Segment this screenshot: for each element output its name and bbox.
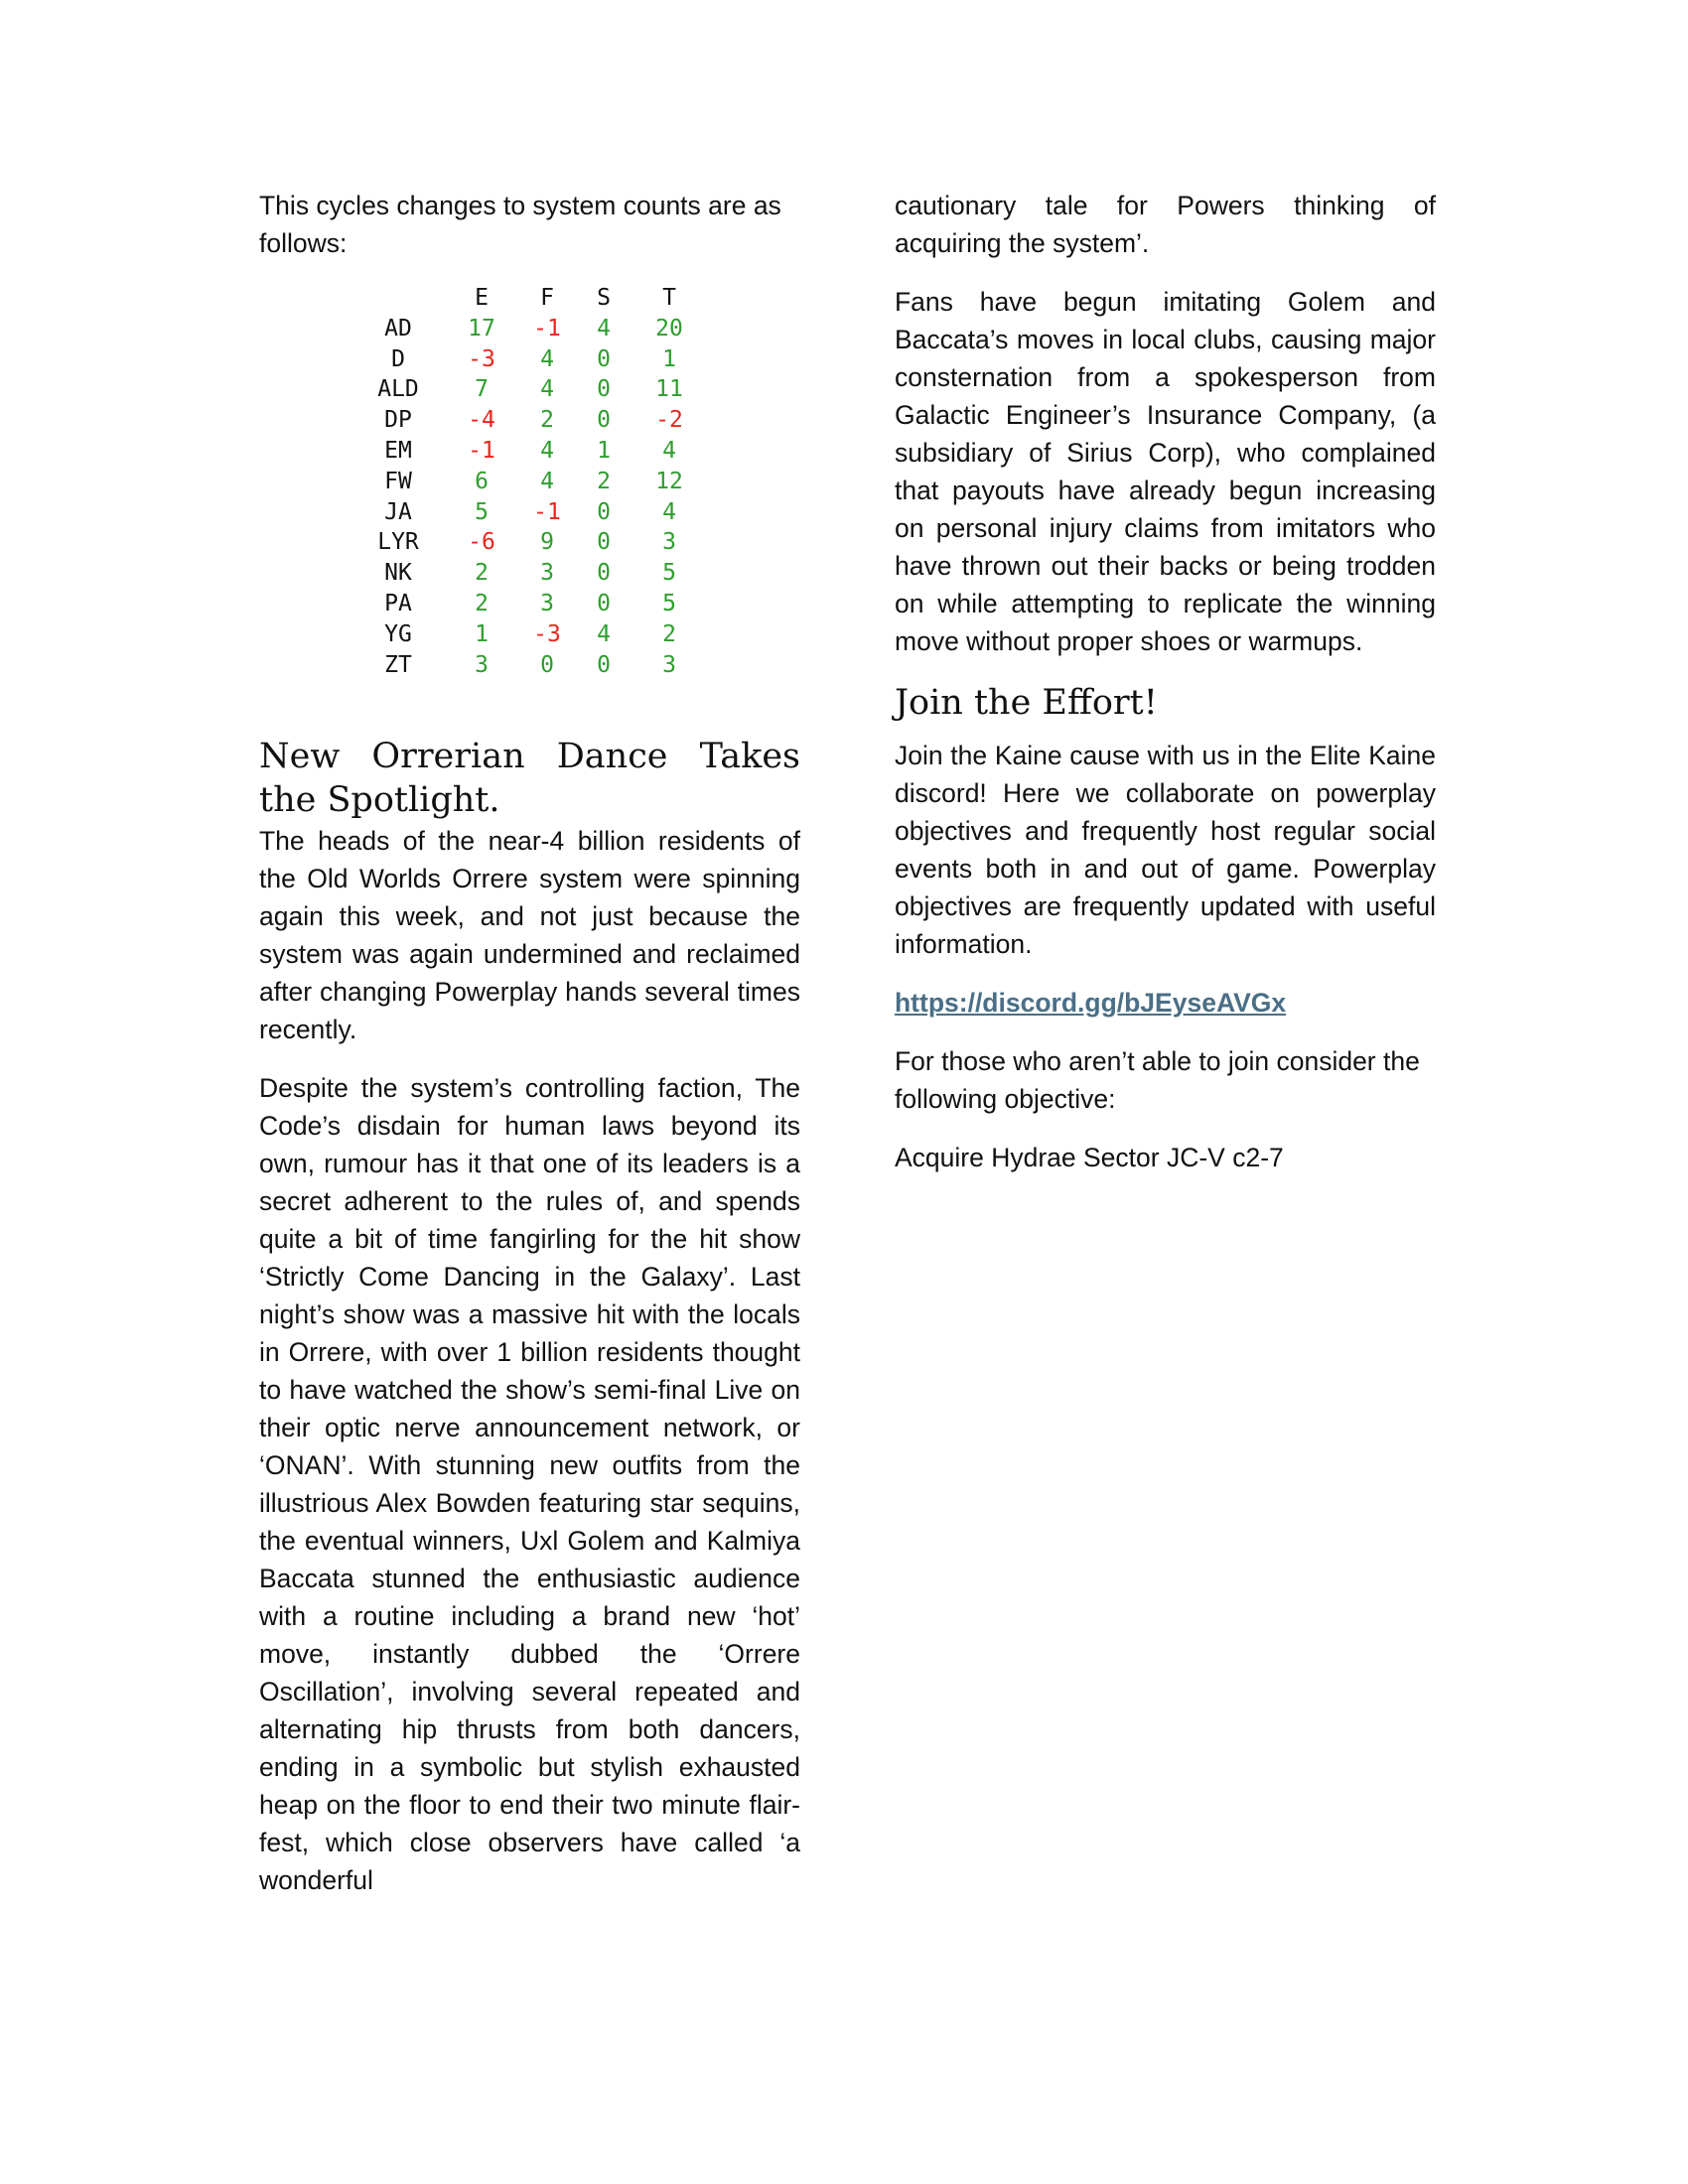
table-header-cell: F (540, 285, 554, 311)
count-cell: 0 (540, 651, 554, 678)
count-cell: -1 (533, 315, 561, 341)
system-counts-table (356, 283, 702, 680)
row-label: NK (384, 560, 412, 587)
count-cell: 1 (662, 345, 676, 372)
table-row (356, 619, 702, 650)
table-row (356, 589, 702, 619)
table-row (356, 314, 702, 344)
count-cell: 20 (655, 315, 683, 341)
row-label: ALD (377, 376, 419, 403)
count-cell: 3 (662, 651, 676, 678)
row-label: AD (384, 315, 412, 341)
count-cell: 17 (468, 315, 495, 341)
count-cell: 0 (597, 376, 611, 403)
count-cell: -4 (468, 407, 495, 434)
count-cell: 11 (655, 376, 683, 403)
count-cell: 1 (475, 620, 489, 647)
count-cell: 0 (597, 651, 611, 678)
discord-link[interactable]: https://discord.gg/bJEyseAVGx (895, 988, 1287, 1018)
table-header-cell (356, 283, 440, 314)
count-cell: 0 (597, 407, 611, 434)
count-cell: 4 (540, 376, 554, 403)
fans-paragraph: Fans have begun imitating Golem and Baccata’s moves in local clubs, causing major consternation from a spokesperson from Galactic Engineer’s Insurance Company, (a subsidiary of Sirius Corp), who complained that payouts have already begun increasing on personal injury claims from imitators who have thrown out their backs or being trodden on while attempting to replicate the winning move without proper shoes or warmups. (895, 287, 1436, 656)
table-row (356, 650, 702, 681)
right-column (895, 187, 1436, 1197)
count-cell: 1 (597, 437, 611, 464)
table-header-cell: T (662, 285, 676, 311)
article-title: New Orrerian Dance Takes the Spotlight. (259, 737, 800, 821)
count-cell: 12 (655, 468, 683, 494)
intro-text: This cycles changes to system counts are as follows: (259, 191, 781, 258)
table-header-row (356, 283, 702, 314)
table-row (356, 374, 702, 405)
count-cell: 4 (597, 620, 611, 647)
join-heading: Join the Effort! (895, 683, 1158, 723)
row-label: EM (384, 437, 412, 464)
count-cell: -1 (468, 437, 495, 464)
table-row (356, 344, 702, 375)
count-cell: 4 (662, 498, 676, 525)
table-row (356, 405, 702, 436)
count-cell: 0 (597, 560, 611, 587)
count-cell: 0 (597, 590, 611, 616)
table-row (356, 527, 702, 558)
count-cell: -6 (468, 529, 495, 556)
count-cell: 5 (662, 590, 676, 616)
row-label: DP (384, 407, 412, 434)
count-cell: 2 (597, 468, 611, 494)
article-paragraph-1: The heads of the near-4 billion residents of the Old Worlds Orrere system were spinning again this week, and not just because the system was again undermined and reclaimed after changing Powerplay hands several times recently. (259, 826, 800, 1045)
left-column (259, 187, 800, 1920)
count-cell: 4 (540, 437, 554, 464)
count-cell: 5 (662, 560, 676, 587)
count-cell: 3 (662, 529, 676, 556)
row-label: FW (384, 468, 412, 494)
row-label: JA (384, 498, 412, 525)
table-header-cell: E (475, 285, 489, 311)
row-label: YG (384, 620, 412, 647)
count-cell: 2 (475, 560, 489, 587)
article-paragraph-continued: cautionary tale for Powers thinking of acquiring the system’. (895, 191, 1436, 258)
table-body (356, 314, 702, 681)
count-cell: -3 (468, 345, 495, 372)
others-paragraph: For those who aren’t able to join consider the following objective: (895, 1046, 1420, 1114)
count-cell: 0 (597, 529, 611, 556)
row-label: D (391, 345, 405, 372)
row-label: LYR (377, 529, 419, 556)
count-cell: 0 (597, 345, 611, 372)
count-cell: 5 (475, 498, 489, 525)
count-cell: 3 (540, 560, 554, 587)
count-cell: -3 (533, 620, 561, 647)
objective-text: Acquire Hydrae Sector JC-V c2-7 (895, 1143, 1284, 1172)
table-row (356, 436, 702, 467)
table-row (356, 497, 702, 528)
count-cell: 2 (475, 590, 489, 616)
table-row (356, 467, 702, 497)
join-paragraph: Join the Kaine cause with us in the Elite Kaine discord! Here we collaborate on powerplay objectives and frequently host regular social events both in and out of game. Powerplay objectives are frequently updated with useful information. (895, 741, 1436, 959)
table-header-cell: S (597, 285, 611, 311)
row-label: PA (384, 590, 412, 616)
count-cell: 9 (540, 529, 554, 556)
count-cell: 4 (662, 437, 676, 464)
count-cell: 4 (597, 315, 611, 341)
count-cell: 4 (540, 468, 554, 494)
count-cell: 4 (540, 345, 554, 372)
article-paragraph-2: Despite the system’s controlling faction, The Code’s disdain for human laws beyond its own, rumour has it that one of its leaders is a secret adherent to the rules of, and spends quite a bit of time fangirling for the hit show ‘Strictly Come Dancing in the Galaxy’. Last night’s show was a massive hit with the locals in Orrere, with over 1 billion residents thought to have watched the show’s semi-final Live on their optic nerve announcement network, or ‘ONAN’. With stunning new outfits from the illustrious Alex Bowden featuring star sequins, the eventual winners, Uxl Golem and Kalmiya Baccata stunned the enthusiastic audience with a routine including a brand new ‘hot’ move, instantly dubbed the ‘Orrere Oscillation’, involving several repeated and alternating hip thrusts from both dancers, ending in a symbolic but stylish exhausted heap on the floor to end their two minute flair-fest, which close observers have called ‘a wonderful (259, 1073, 800, 1896)
table-row (356, 558, 702, 589)
count-cell: 0 (597, 498, 611, 525)
count-cell: -2 (655, 407, 683, 434)
count-cell: -1 (533, 498, 561, 525)
count-cell: 6 (475, 468, 489, 494)
count-cell: 3 (540, 590, 554, 616)
count-cell: 7 (475, 376, 489, 403)
count-cell: 2 (662, 620, 676, 647)
count-cell: 3 (475, 651, 489, 678)
count-cell: 2 (540, 407, 554, 434)
row-label: ZT (384, 651, 412, 678)
